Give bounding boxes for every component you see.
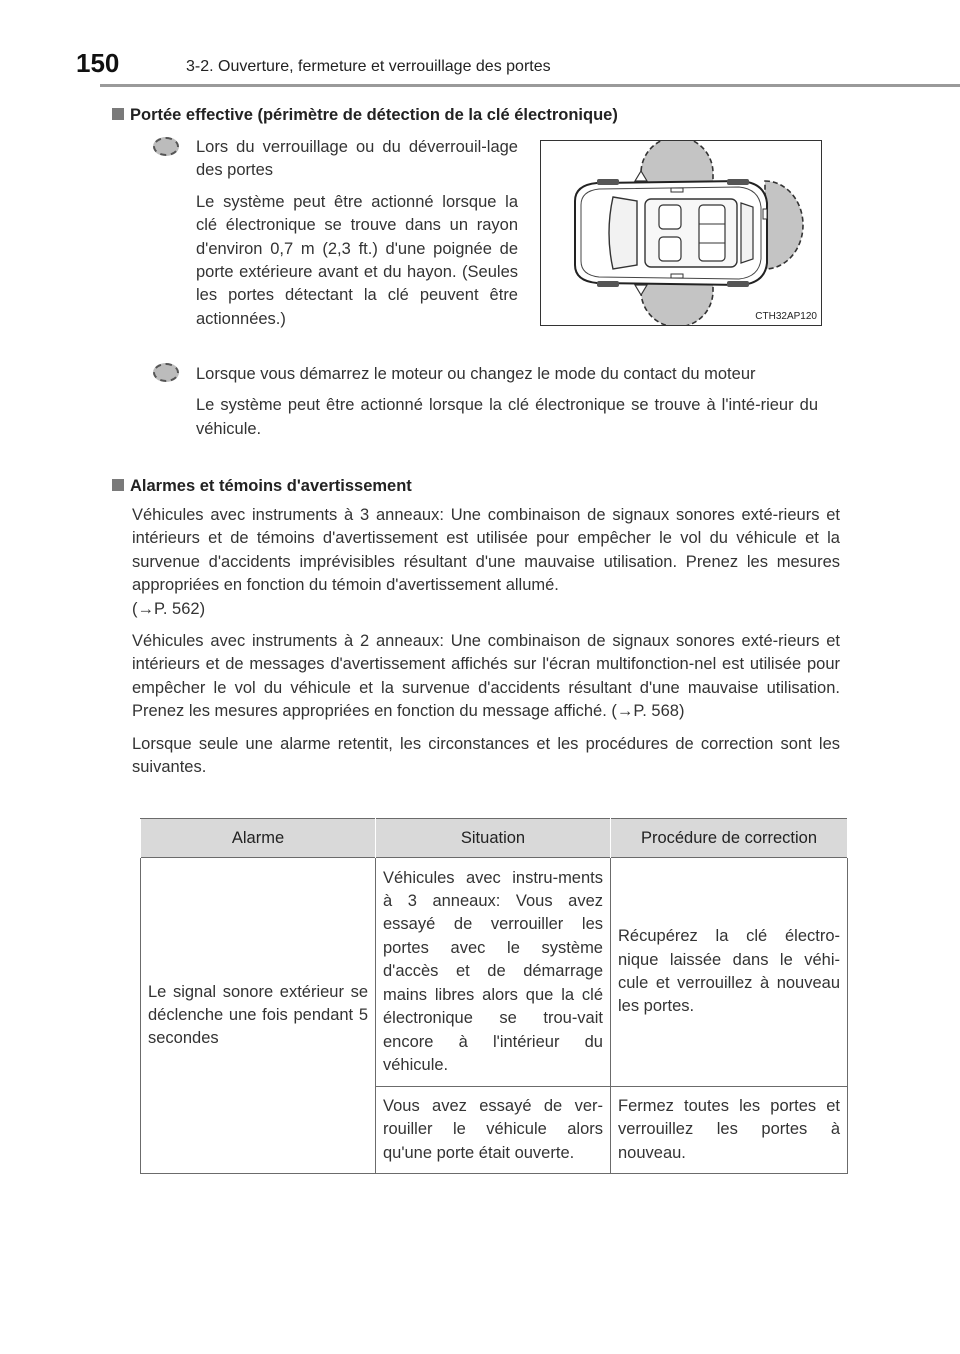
alarms-paragraph-1-ref: (→P. 562): [132, 599, 206, 618]
wheel-fl: [597, 179, 619, 185]
table-cell-alarm: Le signal sonore extérieur se déclenche une fois pendant 5 secondes: [141, 858, 376, 1174]
range-item-2-body: Le système peut être actionné lorsque la clé électronique se trouve à l'inté-rieur du véhicule.: [196, 396, 818, 438]
door-handle-bottom: [671, 274, 683, 278]
table-header-situation: Situation: [376, 819, 611, 858]
front-seat-right: [659, 237, 681, 261]
key-range-ring-icon-2: [153, 363, 179, 382]
wheel-fr: [597, 281, 619, 287]
wheel-rl: [727, 179, 749, 185]
detection-range-figure: [540, 140, 822, 326]
range-item-1-title: Lors du verrouillage ou du déverrouil-lage des portes: [196, 138, 518, 180]
alarms-paragraph-3: Lorsque seule une alarme retentit, les circonstances et les procédures de correction sont les suivantes.: [132, 734, 840, 777]
table-cell-situation: Véhicules avec instru-ments à 3 anneaux: Vous avez essayé de verrouiller les portes avec le système d'accès et de démarrage mains libres alors que la clé électronique se trou-vait encore à l'intérieur du véhicule.: [376, 858, 611, 1087]
hatch-handle: [763, 209, 767, 219]
square-bullet-icon: [112, 108, 124, 120]
table-row: [141, 858, 848, 1087]
table-header-procedure: Procédure de correction: [611, 819, 848, 858]
table-cell-procedure: Récupérez la clé électro-nique laissée dans le véhi-cule et verrouillez à nouveau les portes.: [611, 858, 848, 1087]
car-top-view-illustration: [541, 141, 821, 325]
rear-window: [741, 203, 753, 263]
table-header-alarm: Alarme: [141, 819, 376, 858]
range-item-2-title: Lorsque vous démarrez le moteur ou changez le mode du contact du moteur: [196, 365, 756, 383]
alarm-table: [140, 818, 848, 1174]
header-rule: [100, 84, 960, 87]
range-item-1-body: Le système peut être actionné lorsque la clé électronique se trouve dans un rayon d'environ 0,7 m (2,3 ft.) d'une poignée de porte extérieure avant et du hayon. (Seules les portes détectant la clé peuvent être actionnées.): [196, 192, 518, 328]
wheel-rr: [727, 281, 749, 287]
table-cell-situation: Vous avez essayé de ver-rouiller le véhicule alors qu'une porte était ouverte.: [376, 1087, 611, 1174]
hatch-zone: [765, 181, 803, 269]
figure-code: CTH32AP120: [755, 311, 817, 322]
windshield: [609, 197, 637, 269]
rear-seat: [699, 205, 725, 261]
table-cell-procedure: Fermez toutes les portes et verrouillez les portes à nouveau.: [611, 1087, 848, 1174]
table-header-row: [141, 819, 848, 858]
alarms-paragraph-1: Véhicules avec instruments à 3 anneaux: Une combinaison de signaux sonores exté-rieurs et intérieurs et de témoins d'avertissement est utilisée pour empêcher le vol du véhicule et la survenue d'accidents imprévisibles résultant d'une mauvaise utilisation. Prenez les mesures appropriées en fonction du témoin d'avertissement allumé.: [132, 506, 840, 595]
alarms-body: [132, 504, 840, 779]
section-heading-range: [112, 106, 618, 125]
section-heading-alarms-text: Alarmes et témoins d'avertissement: [130, 477, 412, 495]
door-handle-top: [671, 188, 683, 192]
page-number: 150: [76, 48, 120, 78]
key-range-ring-icon: [153, 137, 179, 156]
alarms-paragraph-2: Véhicules avec instruments à 2 anneaux: Une combinaison de signaux sonores exté-rieurs et intérieurs et de messages d'avertissement affichés sur l'écran multifonction-nel est utilisée pour empêcher le vol du véhicule et la survenue d'accidents résultant d'une mauvaise utilisation. Prenez les mesures appropriées en fonction du message affiché. (→P. 568): [132, 632, 840, 721]
range-item-2: [196, 363, 818, 441]
chapter-title: 3-2. Ouverture, fermeture et verrouillage des portes: [186, 58, 551, 75]
section-heading-range-text: Portée effective (périmètre de détection de la clé électronique): [130, 106, 618, 124]
square-bullet-icon: [112, 479, 124, 491]
front-seat-left: [659, 205, 681, 229]
range-item-1: [196, 136, 518, 331]
section-heading-alarms: [112, 477, 412, 496]
